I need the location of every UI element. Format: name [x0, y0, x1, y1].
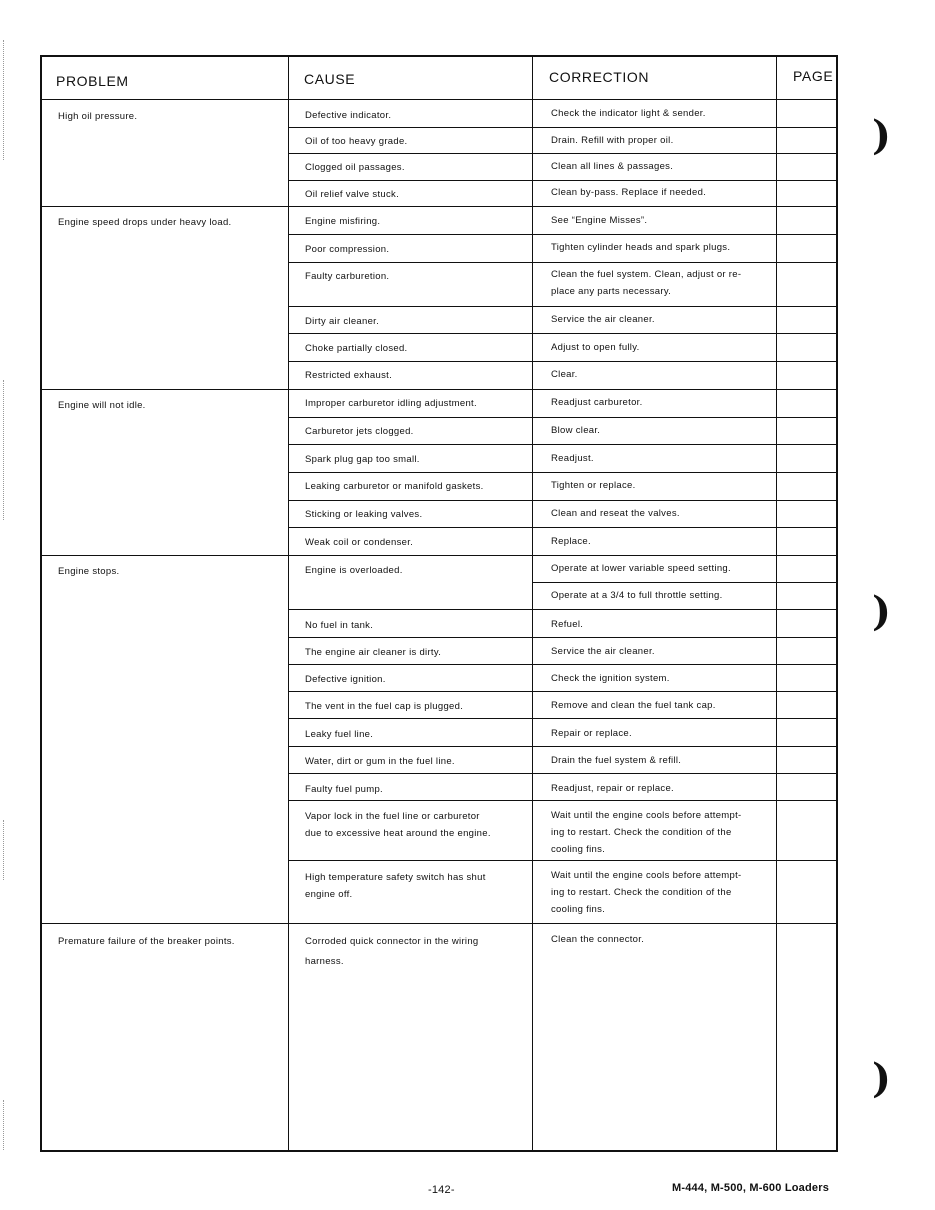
binder-mark-icon: ) [872, 112, 891, 159]
correction-cell: Clean the fuel system. Clean, adjust or re- place any parts necessary. [551, 269, 742, 297]
cause-cell: Sticking or leaking valves. [305, 509, 423, 520]
header-cause: CAUSE [304, 71, 356, 87]
cause-cell: Leaky fuel line. [305, 729, 374, 740]
group-divider [42, 206, 836, 207]
scan-edge-marks [3, 380, 6, 520]
row-divider [288, 306, 836, 307]
binder-mark-icon: ) [872, 588, 891, 635]
correction-cell: See “Engine Misses”. [551, 215, 648, 226]
row-divider [288, 691, 836, 692]
cause-cell: The vent in the fuel cap is plugged. [305, 701, 464, 712]
row-divider [532, 582, 836, 583]
footer-models: M-444, M-500, M-600 Loaders [672, 1182, 830, 1194]
cause-cell: Defective ignition. [305, 674, 386, 685]
problem-cell: Engine stops. [58, 566, 120, 577]
header-divider [42, 99, 836, 100]
cause-cell: No fuel in tank. [305, 620, 374, 631]
row-divider [288, 860, 836, 861]
correction-cell: Refuel. [551, 619, 584, 630]
scan-edge-marks [3, 40, 6, 160]
problem-cell: Engine speed drops under heavy load. [58, 217, 232, 228]
correction-cell: Tighten cylinder heads and spark plugs. [551, 242, 731, 253]
cause-cell: Oil relief valve stuck. [305, 189, 400, 200]
group-divider [42, 923, 836, 924]
correction-cell: Check the indicator light & sender. [551, 108, 706, 119]
problem-cell: Engine will not idle. [58, 400, 146, 411]
correction-cell: Clear. [551, 369, 578, 380]
cause-cell: Choke partially closed. [305, 343, 408, 354]
row-divider [288, 234, 836, 235]
cause-cell: Weak coil or condenser. [305, 537, 414, 548]
correction-cell: Wait until the engine cools before attempt- ing to restart. Check the condition of the cooling fins. [551, 810, 742, 855]
row-divider [288, 417, 836, 418]
row-divider [288, 333, 836, 334]
correction-cell: Clean by-pass. Replace if needed. [551, 187, 707, 198]
cause-cell: Corroded quick connector in the wiring harness. [305, 936, 479, 967]
cause-cell: Improper carburetor idling adjustment. [305, 398, 477, 409]
cause-cell: Faulty carburetion. [305, 271, 390, 282]
column-divider [776, 57, 777, 1150]
row-divider [288, 773, 836, 774]
correction-cell: Replace. [551, 536, 591, 547]
correction-cell: Wait until the engine cools before attempt- ing to restart. Check the condition of the cooling fins. [551, 870, 742, 915]
cause-cell: The engine air cleaner is dirty. [305, 647, 442, 658]
correction-cell: Adjust to open fully. [551, 342, 640, 353]
cause-cell: Dirty air cleaner. [305, 316, 380, 327]
row-divider [288, 361, 836, 362]
header-correction: CORRECTION [549, 69, 650, 85]
cause-cell: Defective indicator. [305, 110, 392, 121]
correction-cell: Readjust. [551, 453, 594, 464]
cause-cell: Engine is overloaded. [305, 565, 403, 576]
row-divider [288, 444, 836, 445]
correction-cell: Repair or replace. [551, 728, 632, 739]
cause-cell: Carburetor jets clogged. [305, 426, 414, 437]
cause-cell: Restricted exhaust. [305, 370, 393, 381]
column-divider [288, 57, 289, 1150]
row-divider [288, 527, 836, 528]
cause-cell: Vapor lock in the fuel line or carburetor due to excessive heat around the engine. [305, 811, 491, 839]
correction-cell: Operate at a 3/4 to full throttle setting. [551, 590, 723, 601]
cause-cell: Clogged oil passages. [305, 162, 405, 173]
cause-cell: Poor compression. [305, 244, 390, 255]
row-divider [288, 153, 836, 154]
page-number: -142- [428, 1184, 455, 1196]
correction-cell: Drain the fuel system & refill. [551, 755, 682, 766]
group-divider [42, 555, 836, 556]
row-divider [288, 718, 836, 719]
correction-cell: Service the air cleaner. [551, 314, 655, 325]
row-divider [288, 746, 836, 747]
cause-cell: Water, dirt or gum in the fuel line. [305, 756, 455, 767]
column-divider [532, 57, 533, 1150]
row-divider [288, 472, 836, 473]
binder-mark-icon: ) [872, 1055, 891, 1102]
row-divider [288, 262, 836, 263]
row-divider [288, 180, 836, 181]
header-page: PAGE [793, 68, 834, 84]
row-divider [288, 637, 836, 638]
correction-cell: Tighten or replace. [551, 480, 636, 491]
row-divider [288, 500, 836, 501]
group-divider [42, 389, 836, 390]
header-problem: PROBLEM [56, 73, 129, 89]
cause-cell: Engine misfiring. [305, 216, 381, 227]
cause-cell: Spark plug gap too small. [305, 454, 420, 465]
scan-edge-marks [3, 1100, 6, 1150]
correction-cell: Readjust, repair or replace. [551, 783, 674, 794]
row-divider [288, 127, 836, 128]
scan-edge-marks [3, 820, 6, 880]
correction-cell: Remove and clean the fuel tank cap. [551, 700, 716, 711]
correction-cell: Clean all lines & passages. [551, 161, 674, 172]
troubleshooting-table [40, 55, 838, 1152]
cause-cell: Oil of too heavy grade. [305, 136, 408, 147]
correction-cell: Clean and reseat the valves. [551, 508, 680, 519]
correction-cell: Drain. Refill with proper oil. [551, 135, 674, 146]
cause-cell: Leaking carburetor or manifold gaskets. [305, 481, 484, 492]
correction-cell: Service the air cleaner. [551, 646, 655, 657]
correction-cell: Readjust carburetor. [551, 397, 643, 408]
cause-cell: Faulty fuel pump. [305, 784, 383, 795]
row-divider [288, 609, 836, 610]
correction-cell: Clean the connector. [551, 934, 645, 945]
row-divider [288, 664, 836, 665]
correction-cell: Blow clear. [551, 425, 601, 436]
problem-cell: Premature failure of the breaker points. [58, 936, 235, 947]
correction-cell: Operate at lower variable speed setting. [551, 563, 731, 574]
row-divider [288, 800, 836, 801]
cause-cell: High temperature safety switch has shut engine off. [305, 872, 486, 900]
problem-cell: High oil pressure. [58, 111, 138, 122]
correction-cell: Check the ignition system. [551, 673, 670, 684]
